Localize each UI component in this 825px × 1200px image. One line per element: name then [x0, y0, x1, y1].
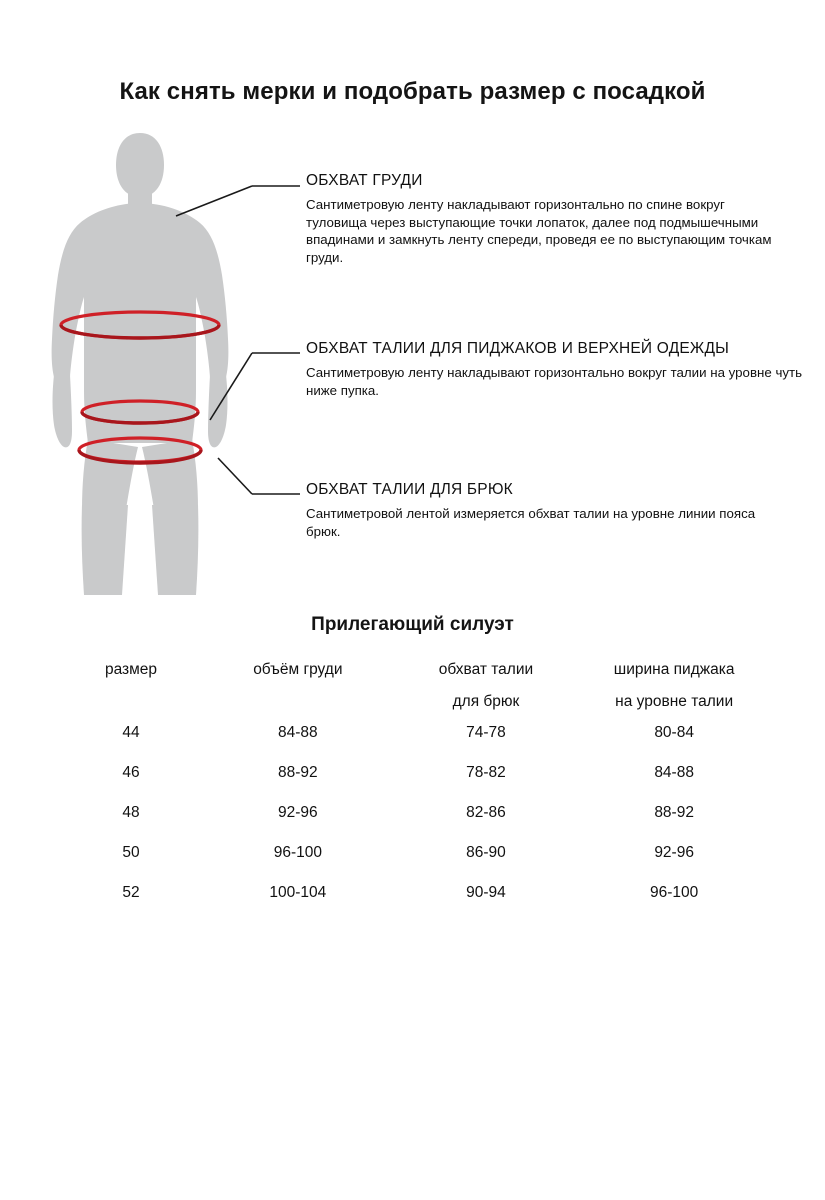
callout-jacket-waist	[306, 340, 816, 399]
cell-waist: 78-82	[466, 764, 506, 781]
size-table-head	[60, 658, 770, 713]
table-header-cell	[578, 658, 770, 713]
table-row	[60, 713, 770, 753]
header-main: объём груди	[253, 661, 343, 678]
cell-waist: 90-94	[466, 884, 506, 901]
cell-chest: 84-88	[278, 724, 318, 741]
callout-trouser-waist	[306, 481, 786, 540]
table-header-cell	[394, 658, 579, 713]
header-sub: для брюк	[452, 693, 520, 710]
cell-size: 48	[122, 804, 140, 821]
cell-waist: 82-86	[466, 804, 506, 821]
table-row	[60, 753, 770, 793]
size-table-body	[60, 713, 770, 913]
callout-chest-title: ОБХВАТ ГРУДИ	[306, 172, 423, 189]
callout-chest	[306, 172, 786, 266]
callout-jacket-waist-title: ОБХВАТ ТАЛИИ ДЛЯ ПИДЖАКОВ И ВЕРХНЕЙ ОДЕЖДЫ	[306, 340, 730, 357]
page-title: Как снять мерки и подобрать размер с посадкой	[119, 78, 706, 105]
cell-size: 52	[122, 884, 140, 901]
cell-jacket-width: 88-92	[654, 804, 694, 821]
cell-jacket-width: 84-88	[654, 764, 694, 781]
cell-jacket-width: 80-84	[654, 724, 694, 741]
header-sub: на уровне талии	[615, 693, 734, 710]
size-table	[60, 658, 770, 913]
table-header-cell	[60, 658, 202, 713]
header-main: обхват талии	[438, 661, 534, 678]
callout-trouser-waist-body: Сантиметровой лентой измеряется обхват талии на уровне линии пояса брюк.	[306, 506, 756, 539]
cell-jacket-width: 92-96	[654, 844, 694, 861]
figure-body-shape	[52, 133, 229, 595]
header-main: ширина пиджака	[613, 661, 735, 678]
header-main: размер	[104, 661, 158, 678]
table-header-row	[60, 658, 770, 713]
cell-size: 44	[122, 724, 140, 741]
cell-chest: 92-96	[278, 804, 318, 821]
cell-size: 46	[122, 764, 140, 781]
callout-chest-body: Сантиметровую ленту накладывают горизонтально по спине вокруг туловища через выступающие точки лопаток, далее под подмышечными впадинами и замкнуть ленту спереди, проведя ее по выступающим точкам груди.	[306, 197, 772, 265]
cell-waist: 74-78	[466, 724, 506, 741]
cell-chest: 100-104	[269, 884, 327, 901]
table-header-cell	[202, 658, 394, 713]
callout-jacket-waist-body: Сантиметровую ленту накладывают горизонтально вокруг талии на уровне чуть ниже пупка.	[306, 365, 803, 398]
male-torso-figure	[22, 125, 302, 605]
cell-waist: 86-90	[466, 844, 506, 861]
cell-chest: 88-92	[278, 764, 318, 781]
table-row	[60, 793, 770, 833]
table-row	[60, 833, 770, 873]
callout-trouser-waist-title: ОБХВАТ ТАЛИИ ДЛЯ БРЮК	[306, 481, 513, 498]
cell-size: 50	[122, 844, 140, 861]
table-caption: Прилегающий силуэт	[311, 614, 514, 635]
cell-jacket-width: 96-100	[650, 884, 699, 901]
cell-chest: 96-100	[273, 844, 322, 861]
table-row	[60, 873, 770, 913]
